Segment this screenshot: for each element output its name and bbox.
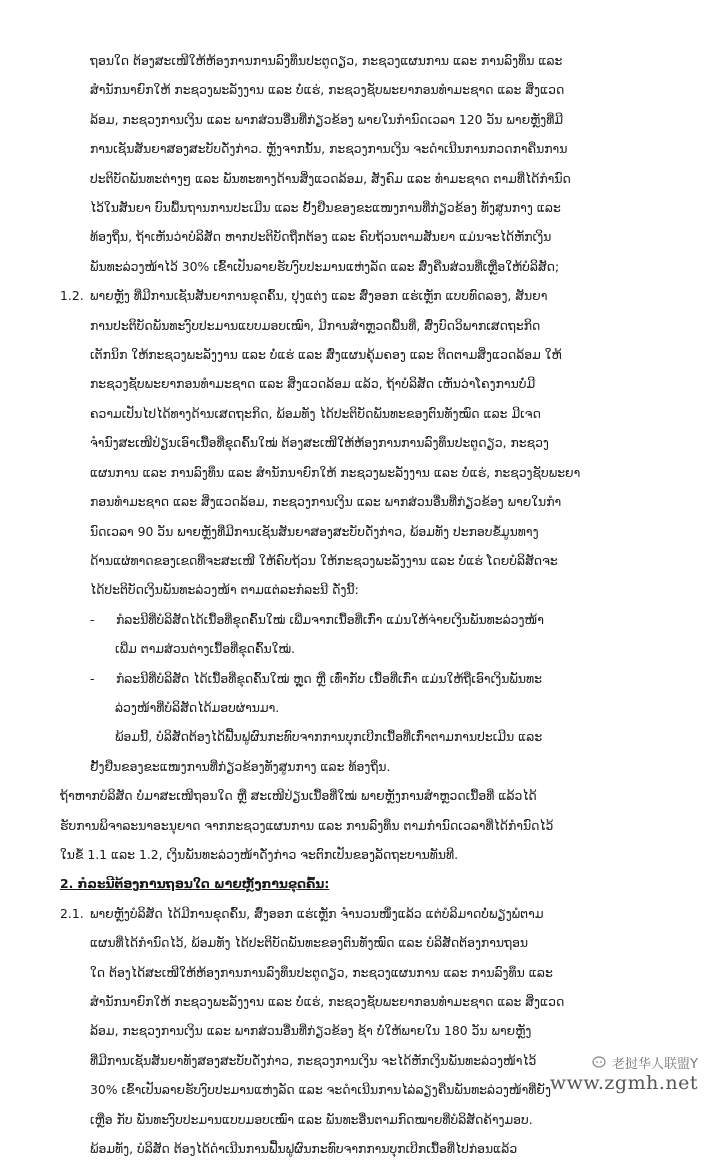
text-line: ແຜນການ ແລະ ການລົງທຶນ ແລະ ສຳນັກນາຍົກໃຫ້ ກະຊວງພະລັງງານ ແລະ ບໍ່ແຮ່, ກະຊວງຊັບພະຍາ [90,464,581,480]
text-line: ລ່ວງໜ້າທີ່ບໍລິສັດໄດ້ມອບຜ່ານມາ. [115,699,280,715]
section-heading: 2. ກໍລະນີຕ້ອງການຖອນໃດ ພາຍຫຼັງການຂຸດຄົ້ນ: [60,876,330,892]
watermark [550,1053,698,1094]
text-line: ລ້ອມ, ກະຊວງການເງິນ ແລະ ພາກສ່ວນອື່ນທີ່ກ່ຽວຂ້ອງ ພາຍໃນກຳນົດເວລາ 120 ວັນ ພາຍຫຼັງທີ່ມີ [90,111,564,127]
watermark-caption: 老挝华人联盟Y [612,1057,698,1072]
text-line: ການເຊັນສັນຍາສອງສະບັບດັ່ງກ່າວ. ຫຼັງຈາກນັ້ນ, ກະຊວງການເງິນ ຈະດຳເນີນການກວດກາຄືນການ [90,141,568,157]
text-line: ພາຍຫຼັງ ທີ່ມີການເຊັນສັນຍາການຂຸດຄົ້ນ, ປຸງແຕ່ງ ແລະ ສົ່ງອອກ ແຮ່ເຫຼັກ ແບບທົດລອງ, ສັນຍາ [90,288,548,304]
text-line: ຈຳນົງສະເໜີປ່ຽນເອົາເນື້ອທີ່ຂຸດຄົ້ນໃໝ່ ຕ້ອງສະເໜີໃຫ້ຫ້ອງການການລົງທຶນປະຕູດຽວ, ກະຊວງ [90,435,549,451]
text-line: 30% ເຂົ້າເປັນລາຍຮັບງົບປະມານແຫ່ງລັດ ແລະ ຈະດຳເນີນການໄລ່ລຽງຄືນພັນທະລ່ວງໜ້າທີ່ຍັງ [90,1082,551,1098]
text-line: ໃດ ຕ້ອງໄດ້ສະເໜີໃຫ້ຫ້ອງການການລົງທຶນປະຕູດຽວ, ກະຊວງແຜນການ ແລະ ການລົງທຶນ ແລະ [90,964,553,980]
text-line: ກໍລະນີທີ່ບໍລິສັດໄດ້ເນື້ອທີ່ຂຸດຄົ້ນໃໝ່ ເພີ່ມຈາກເນື້ອທີ່ເກົ່າ ແມ່ນໃຫ້ຈ່າຍເງິນພັນທະລ່ວງໜ້າ [116,611,544,627]
list-item [0,664,720,693]
paragraph-restoration [0,722,720,781]
text-line: ເຕັກນິກ ໃຫ້ກະຊວງພະລັງງານ ແລະ ບໍ່ແຮ່ ແລະ ສົ່ງແຜນຄຸ້ມຄອງ ແລະ ຕິດຕາມສິ່ງແວດລ້ອມ ໃຫ້ [90,347,562,363]
text-line: ໄດ້ປະຕິບັດເງິນພັນທະລ່ວງໜ້າ ຕາມແຕ່ລະກໍລະນີ ດັ່ງນີ້: [90,582,359,598]
bullet-mark: - [90,670,95,686]
text-line: ລ້ອມ, ກະຊວງການເງິນ ແລະ ພາກສ່ວນອື່ນທີ່ກ່ຽວຂ້ອງ ຊ້າ ບໍ່ໃຫ້ພາຍໃນ 180 ວັນ ພາຍຫຼັງ [90,1023,532,1039]
paragraph-1-1-continuation [0,46,720,281]
text-line: ຖ້າຫາກບໍລິສັດ ບໍ່ມາສະເໜີຖອນໃດ ຫຼື ສະເໜີປ່ຽນເນື້ອທີ່ໃໝ່ ພາຍຫຼັງການສຳຫຼວດເນື້ອທີ່ ແລ້ວໄດ້ [60,788,537,804]
clause-number: 1.2. [60,288,84,304]
text-line: ນົດເວລາ 90 ວັນ ພາຍຫຼັງທີ່ມີການເຊັນສັນຍາສອງສະບັບດັ່ງກ່າວ, ພ້ອມທັງ ປະກອບຂໍ້ມູນທາງ [90,523,539,539]
watermark-url: www.zgmh.net [549,1072,698,1094]
text-line: ການປະຕິບັດພັນທະງົບປະມານແບບມອບເໝົາ, ມີການສຳຫຼວດພື້ນທີ່, ສົ່ງບົດວິພາກເສດຖະກິດ [90,317,541,333]
text-line: ສຳນັກນາຍົກໃຫ້ ກະຊວງພະລັງງານ ແລະ ບໍ່ແຮ່, ກະຊວງຊັບພະຍາກອນທຳມະຊາດ ແລະ ສິ່ງແວດ [90,994,565,1009]
text-line: ຢັ້ງຢືນຂອງຂະແໜງການທີ່ກ່ຽວຂ້ອງທັງສູນກາງ ແລະ ທ້ອງຖິ່ນ. [90,758,391,774]
text-line: ກະຊວງຊັບພະຍາກອນທຳມະຊາດ ແລະ ສິ່ງແວດລ້ອມ ແລ້ວ, ຖ້າບໍລິສັດ ເຫັນວ່າໂຄງການບໍ່ມີ [90,376,536,392]
text-line: ຄວາມເປັນໄປໄດ້ທາງດ້ານເສດຖະກິດ, ພ້ອມທັງ ໄດ້ປະຕິບັດພັນທະຂອງຕົນທັງໝົດ ແລະ ມີເຈດ [90,405,541,421]
text-line: ພັນທະລ່ວງໜ້າໄວ້ 30% ເຂົ້າເປັນລາຍຮັບງົບປະມານແຫ່ງລັດ ແລະ ສົ່ງຄືນສ່ວນທີ່ເຫຼືອໃຫ້ບໍລິສັດ; [90,258,560,274]
bullet-list [0,605,720,723]
clause-number: 2.1. [60,905,84,921]
text-line: ດ້ານແຜ່ທາດຂອງເຂດທີ່ຈະສະເໜີ ໃຫ້ຄົບຖ້ວນ ໃຫ້ກະຊວງພະລັງງານ ແລະ ບໍ່ແຮ່ ໂດຍບໍລິສັດຈະ [90,552,558,568]
text-line: ເພີ່ມ ຕາມສ່ວນຕ່າງເນື້ອທີ່ຂຸດຄົ້ນໃໝ່. [115,641,296,657]
text-line: ພ້ອມນີ້, ບໍລິສັດຕ້ອງໄດ້ຟື້ນຟູຜົນກະທົບຈາກການບຸກເບີກເນື້ອທີ່ເກົ່າຕາມການປະເມີນ ແລະ [115,729,543,745]
text-line: ໄວ້ໃນສັນຍາ ບົນພື້ນຖານການປະເມີນ ແລະ ຢັ້ງຢືນຂອງຂະແໜງການທີ່ກ່ຽວຂ້ອງ ທັງສູນກາງ ແລະ [90,200,561,216]
text-line: ພາຍຫຼັງບໍລິສັດ ໄດ້ມີການຂຸດຄົ້ນ, ສົ່ງອອກ ແຮ່ເຫຼັກ ຈຳນວນໜຶ່ງແລ້ວ ແຕ່ບໍລິມາດບໍ່ພຽງພໍຕາມ [90,905,544,921]
text-line: ປະຕິບັດພັນທະຕ່າງໆ ແລະ ພັນທະທາງດ້ານສິ່ງແວດລ້ອມ, ສັງຄົມ ແລະ ທຳມະຊາດ ຕາມທີ່ໄດ້ກຳນົດ [90,170,571,186]
bullet-mark: - [90,611,95,627]
text-line: ທີ່ມີການເຊັນສັນຍາທັງສອງສະບັບດັ່ງກ່າວ, ກະຊວງການເງິນ ຈະໄດ້ຫັກເງິນພັນທະລ່ວງໜ້າໄວ້ [90,1052,537,1068]
document-body [0,46,720,1163]
text-line: ສຳນັກນາຍົກໃຫ້ ກະຊວງພະລັງງານ ແລະ ບໍ່ແຮ່, ກະຊວງຊັບພະຍາກອນທຳມະຊາດ ແລະ ສິ່ງແວດ [90,82,565,98]
paragraph-forfeit [0,781,720,869]
text-line: ໃນຂໍ້ 1.1 ແລະ 1.2, ເງິນພັນທະລ່ວງໜ້າດັ່ງກ່າວ ຈະຕົກເປັນຂອງລັດຖະບານທັນທີ. [60,846,459,862]
text-line: ຮັບການພິຈາລະນາອະນຸຍາດ ຈາກກະຊວງແຜນການ ແລະ ການລົງທຶນ ຕາມກຳນົດເວລາທີ່ໄດ້ກຳນົດໄວ້ [60,817,554,833]
text-line: ເຫຼືອ ກັບ ພັນທະງົບປະມານແບບມອບເໝົາ ແລະ ພັນທະອື່ນຕາມກົດໝາຍທີ່ບໍລິສັດຄ້າງມອບ. [90,1111,533,1127]
text-line: ແຜນທີ່ໄດ້ກຳນົດໄວ້, ພ້ອມທັງ ໄດ້ປະຕິບັດພັນທະຂອງຕົນທັງໝົດ ແລະ ບໍລິສັດຕ້ອງການຖອນ [90,935,529,951]
text-line: ຖອນໃດ ຕ້ອງສະເໜີໃຫ້ຫ້ອງການການລົງທຶນປະຕູດຽວ, ກະຊວງແຜນການ ແລະ ການລົງທຶນ ແລະ [90,53,563,68]
text-line: ທ້ອງຖິ່ນ, ຖ້າເຫັນວ່າບໍລິສັດ ຫາກປະຕິບັດຖືກຕ້ອງ ແລະ ຄົບຖ້ວນຕາມສັນຍາ ແມ່ນຈະໄດ້ຫັກເງິນ [90,229,552,245]
text-line: ພ້ອມທັງ, ບໍລິສັດ ຕ້ອງໄດ້ດຳເນີນການຟື້ນຟູຜົນກະທົບຈາກການບຸກເບີກເນື້ອທີ່ໄປກ່ອນແລ້ວ [90,1141,518,1157]
paragraph-2-1 [0,899,720,1163]
text-line: ກໍລະນີທີ່ບໍລິສັດ ໄດ້ເນື້ອທີ່ຂຸດຄົ້ນໃໝ່ ຫຼຸດ ຫຼື ເທົ່າກັບ ເນື້ອທີ່ເກົ່າ ແມ່ນໃຫ້ຖືເອົາເງິນພັນທະ [116,670,543,686]
paragraph-1-2 [0,281,720,604]
list-item [0,605,720,634]
chat-bubble-icon [592,1055,608,1071]
text-line: ກອນທຳມະຊາດ ແລະ ສິ່ງແວດລ້ອມ, ກະຊວງການເງິນ ແລະ ພາກສ່ວນອື່ນທີ່ກ່ຽວຂ້ອງ ພາຍໃນກຳ [90,494,562,510]
